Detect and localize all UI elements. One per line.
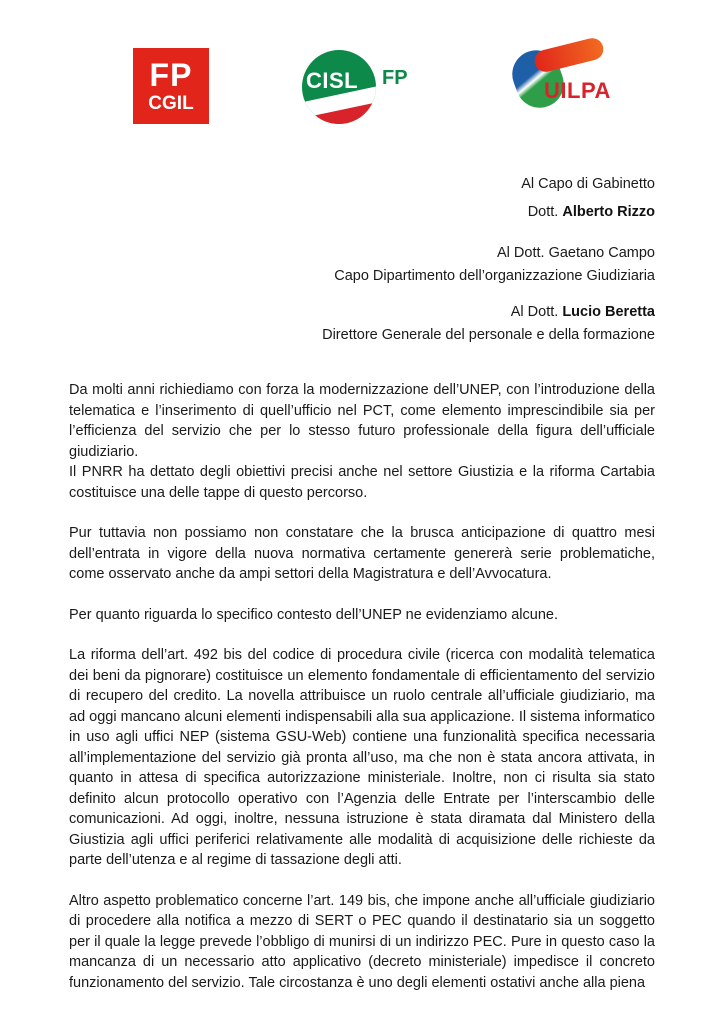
uilpa-logo (512, 44, 622, 114)
paragraph-6: Altro aspetto problematico concerne l’art. 149 bis, che impone anche all’ufficiale giudiziario di procedere alla notifica a mezzo di SERT o PEC quando il destinatario sia un soggetto per il quale la legge prevede l’obbligo di munirsi di un indirizzo PEC. Pure in questo caso la mancanza di un necessario atto applicativo (decreto ministeriale) impedisce il concreto funzionamento del servizio. Tale circostanza è uno degli elementi ostativi anche alla piena (69, 892, 655, 991)
addressee-2-name: Al Dott. Gaetano Campo (497, 245, 655, 261)
addressee-2 (334, 243, 655, 286)
paragraph-4: Per quanto riguarda lo specifico contesto dell’UNEP ne evidenziamo alcune. (69, 606, 558, 623)
letter-body (69, 380, 655, 993)
fp-cgil-logo (133, 48, 209, 124)
paragraph-2: Il PNRR ha dettato degli obiettivi precisi anche nel settore Giustizia e la riforma Cartabia costituisce una delle tappe di questo percorso. (69, 464, 655, 501)
addressee-3-role: Direttore Generale del personale e della formazione (322, 327, 655, 343)
addressee-3-prefix: Al Dott. (510, 304, 563, 320)
fp-cgil-logo-line1: FP (149, 57, 193, 93)
addressee-3 (322, 302, 655, 345)
addressee-1-prefix: Dott. (527, 204, 563, 220)
cisl-logo-word: CISL (306, 68, 359, 93)
addressee-1-name: Alberto Rizzo (562, 204, 655, 220)
addressee-2-role: Capo Dipartimento dell’organizzazione Giudiziaria (334, 268, 655, 284)
addressee-3-name-line (322, 302, 655, 322)
paragraph-1: Da molti anni richiediamo con forza la modernizzazione dell’UNEP, con l’introduzione della telematica e l’inserimento di quell’ufficio nel PCT, come elemento imprescindibile sia per l’efficienza del servizio che per lo stesso futuro professionale della figura dell’ufficiale giudiziario. (69, 382, 655, 460)
fp-cgil-logo-line2: CGIL (148, 93, 194, 114)
paragraph-3: Pur tuttavia non possiamo non constatare che la brusca anticipazione di quattro mesi dell’entrata in vigore della nuova normativa certamente genererà serie problematiche, come osservato anche da ampi settori della Magistratura e dell’Avvocatura. (69, 525, 655, 582)
paragraph-5: La riforma dell’art. 492 bis del codice di procedura civile (ricerca con modalità telematica dei beni da pignorare) costituisce un elemento fondamentale di efficientamento del servizio di recupero del credito. La novella attribuisce un ruolo centrale all’ufficiale giudiziario, ma ad oggi mancano alcuni elementi indispensabili alla sua applicazione. Il sistema informatico in uso agli uffici NEP (sistema GSU-Web) contiene una funzionalità specifica necessaria all’implementazione del servizio già pronta all’uso, ma che non è stata ancora attivata, in quanto in attesa di specifica autorizzazione ministeriale. Inoltre, non ci risulta sia stato definito alcun protocollo operativo con l’Agenzia delle Entrate per l’interscambio delle comunicazioni. Ad oggi, inoltre, nessuna istruzione è stata diramata dal Ministero della Giustizia agli uffici periferici relativamente alle modalità di acquisizione delle richieste da parte dell’utenza e al regime di tassazione degli atti. (69, 647, 655, 868)
addressee-1-title: Al Capo di Gabinetto (521, 176, 655, 192)
addressee-1 (521, 174, 655, 222)
cisl-fp-logo (302, 50, 426, 124)
addressee-1-name-line (521, 202, 655, 222)
uilpa-logo-word: UILPA (544, 78, 611, 103)
uilpa-logo-ribbon (532, 36, 605, 74)
cisl-logo-fp-word: FP (382, 67, 408, 89)
addressee-3-name: Lucio Beretta (562, 304, 655, 320)
